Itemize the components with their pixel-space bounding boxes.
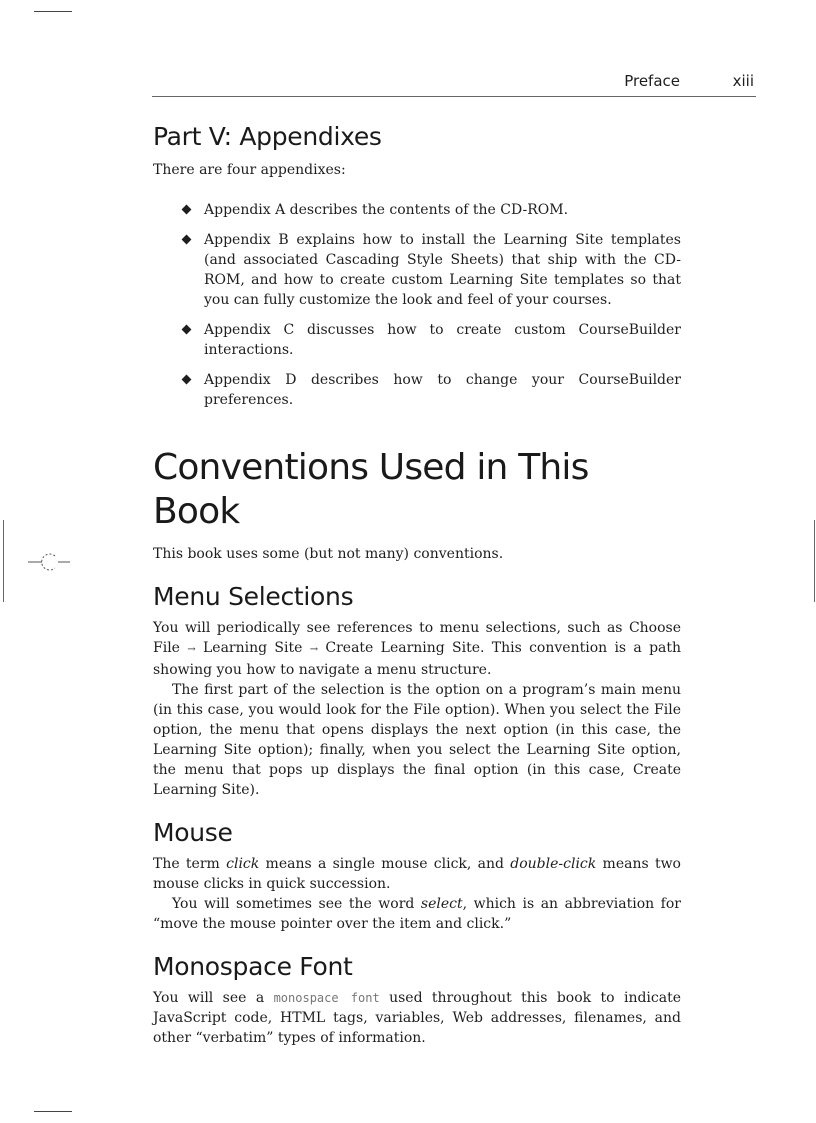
crop-mark-top	[34, 11, 72, 12]
registration-mark-icon	[28, 550, 70, 574]
menu-paragraph-2: The first part of the selection is the option on a program’s main menu (in this case, you would look for the File option). When you select the File option, the menu that opens displays the next option (in this case, the Learning Site option); finally, when you select the Learning Site option, the menu that pops up displays the final option (in this case, Create Learning Site).	[153, 682, 681, 798]
heading-monospace-font: Monospace Font	[153, 952, 353, 981]
diamond-bullet-icon	[182, 235, 192, 245]
monospace-sample: monospace font	[273, 991, 380, 1005]
arrow-icon: →	[187, 644, 196, 655]
diamond-bullet-icon	[182, 325, 192, 335]
page-body	[153, 120, 681, 1048]
diamond-bullet-icon	[182, 375, 192, 385]
mouse-paragraph-1: The term click means a single mouse click, and double-click means two mouse clicks in quick succession.	[153, 856, 681, 892]
header-section: Preface	[624, 72, 680, 90]
margin-line-left	[3, 520, 4, 602]
list-item: Appendix A describes the contents of the CD-ROM.	[153, 200, 681, 220]
page-number: xiii	[732, 72, 754, 90]
running-header	[152, 72, 756, 97]
list-item: Appendix C discusses how to create custom CourseBuilder interactions.	[153, 320, 681, 360]
appendix-list	[153, 200, 681, 410]
heading-menu-selections: Menu Selections	[153, 582, 354, 611]
crop-mark-bottom	[34, 1111, 72, 1112]
heading-mouse: Mouse	[153, 818, 233, 847]
list-item: Appendix D describes how to change your CourseBuilder preferences.	[153, 370, 681, 410]
heading-conventions: Conventions Used in This Book	[153, 447, 589, 532]
menu-paragraph-1: You will periodically see references to menu selections, such as Choose File → Learning Site → Create Learning Site. This convention is a path showing you how to navigate a menu structure.	[153, 620, 682, 678]
diamond-bullet-icon	[182, 205, 192, 215]
heading-part-v: Part V: Appendixes	[153, 122, 382, 151]
mouse-paragraph-2: You will sometimes see the word select, which is an abbreviation for “move the mouse pointer over the item and click.”	[153, 896, 681, 932]
conventions-intro: This book uses some (but not many) conventions.	[153, 546, 504, 562]
arrow-icon: →	[309, 644, 319, 655]
part-v-intro: There are four appendixes:	[153, 162, 346, 178]
monospace-paragraph: You will see a monospace font used throughout this book to indicate JavaScript code, HTML tags, variables, Web addresses, filenames, and other “verbatim” types of information.	[153, 990, 682, 1046]
margin-line-right	[814, 520, 815, 602]
list-item: Appendix B explains how to install the Learning Site templates (and associated Cascading Style Sheets) that ship with the CD-ROM, and how to create custom Learning Site templates so that you can fully customize the look and feel of your courses.	[153, 230, 681, 310]
